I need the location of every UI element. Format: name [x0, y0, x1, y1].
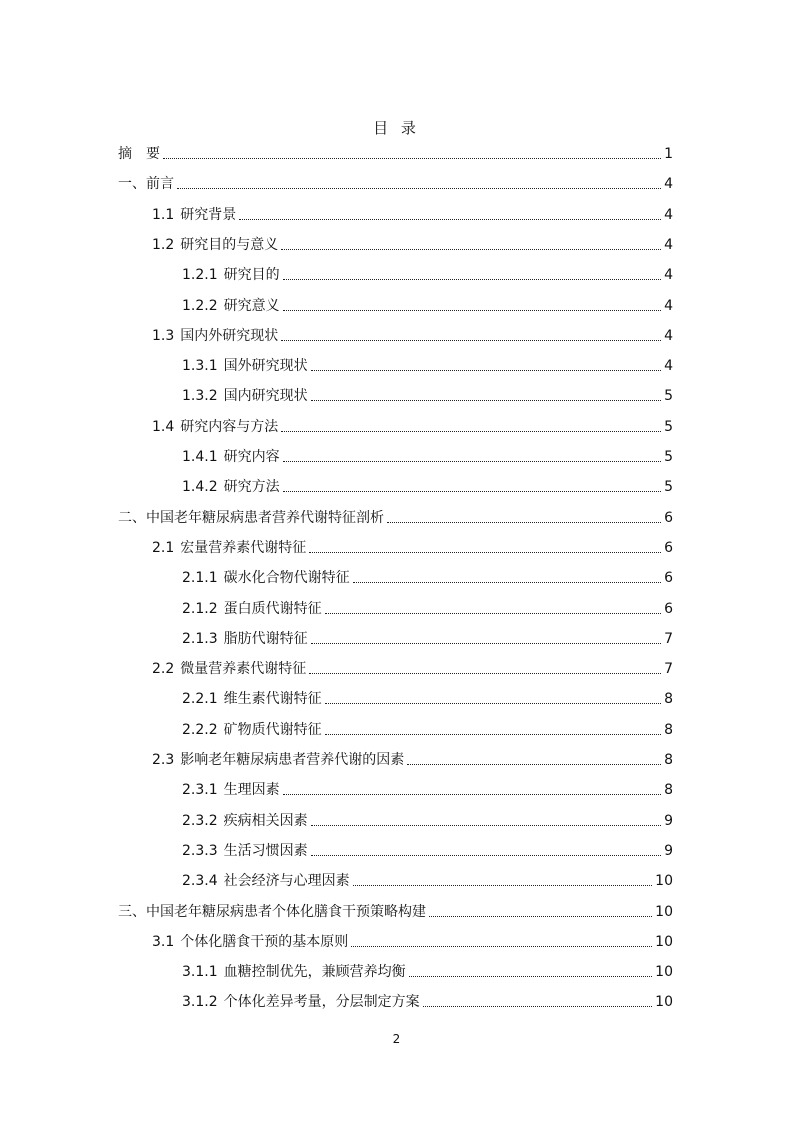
toc-entry-page: 10: [655, 964, 673, 981]
toc-entry-number: 2.1.1: [182, 570, 218, 587]
toc-entry-number: 1.4: [152, 418, 175, 435]
toc-entry-number: 1.2.1: [182, 267, 218, 284]
toc-entry-title: 研究方法: [223, 479, 280, 496]
toc-entry-page: 5: [664, 449, 673, 465]
toc-entry[interactable]: [118, 137, 673, 163]
toc-entry-page: 4: [664, 176, 673, 193]
toc-entry-number: 1.2.2: [182, 297, 218, 314]
toc-entry-number: 2.2.1: [182, 691, 218, 708]
toc-entry-page: 6: [664, 570, 673, 587]
toc-entry-title: 社会经济与心理因素: [223, 873, 350, 890]
toc-entry-title: 国内外研究现状: [180, 327, 279, 344]
toc-entry-title: 个体化差异考量，分层制定方案: [223, 994, 420, 1011]
toc-entry-page: 9: [664, 812, 673, 829]
dot-leader: [311, 825, 661, 826]
toc-entry[interactable]: [118, 592, 673, 618]
toc-entry-number: 2.1: [152, 539, 175, 556]
toc-entry-page: 8: [664, 752, 673, 768]
toc-entry[interactable]: [118, 531, 673, 557]
toc-entry-number: 2.1.2: [182, 600, 218, 617]
dot-leader: [387, 522, 661, 523]
toc-entry-number: 1.3.2: [182, 388, 218, 405]
toc-entry-title: 矿物质代谢特征: [223, 721, 322, 738]
toc-entry-number: 2.3.4: [182, 873, 218, 890]
toc-entry-title: 影响老年糖尿病患者营养代谢的因素: [180, 752, 405, 768]
dot-leader: [283, 491, 661, 492]
toc-entry-number: 2.1.3: [182, 630, 218, 647]
toc-entry[interactable]: [118, 319, 673, 345]
toc-entry-title: 研究意义: [223, 297, 280, 314]
toc-entry[interactable]: [118, 652, 673, 678]
toc-entry-number: 3.1.1: [182, 964, 218, 981]
dot-leader: [281, 431, 661, 432]
toc-entry-page: 6: [664, 539, 673, 556]
dot-leader: [177, 188, 661, 189]
toc-entry-page: 5: [664, 388, 673, 405]
toc-entry-number: 2.3.3: [182, 842, 218, 859]
toc-entry[interactable]: [118, 349, 673, 375]
toc-entry-number: 1.1: [152, 206, 175, 223]
toc-entry-title: 疾病相关因素: [223, 812, 308, 829]
toc-entry-page: 7: [664, 661, 673, 678]
toc-entry-page: 10: [655, 873, 673, 890]
toc-entry-title: 血糖控制优先，兼顾营养均衡: [223, 964, 406, 981]
toc-entry-title: 研究内容: [223, 449, 280, 465]
dot-leader: [311, 370, 661, 371]
toc-entry-title: 生活习惯因素: [223, 842, 308, 859]
toc-entry-number: 1.2: [152, 236, 175, 253]
toc-entry[interactable]: [118, 895, 673, 921]
toc-entry[interactable]: [118, 410, 673, 436]
toc-entry-title: 生理因素: [223, 782, 280, 799]
toc-entry[interactable]: [118, 289, 673, 315]
toc-entry-page: 10: [655, 933, 673, 950]
toc-entry[interactable]: [118, 501, 673, 527]
dot-leader: [353, 885, 653, 886]
toc-entry-number: 2.3.1: [182, 782, 218, 799]
toc-entry-page: 8: [664, 691, 673, 708]
dot-leader: [309, 673, 661, 674]
toc-entry[interactable]: [118, 682, 673, 708]
dot-leader: [311, 855, 661, 856]
dot-leader: [283, 310, 661, 311]
toc-entry[interactable]: [118, 773, 673, 799]
toc-entry-title: 二、中国老年糖尿病患者营养代谢特征剖析: [118, 509, 384, 526]
dot-leader: [409, 976, 653, 977]
toc-title: 目 录: [373, 119, 420, 137]
toc-entry-title: 国外研究现状: [223, 358, 308, 375]
toc-entry-number: 1.3: [152, 327, 175, 344]
toc-entry-page: 4: [664, 358, 673, 375]
dot-leader: [407, 764, 661, 765]
toc-entry-page: 5: [664, 479, 673, 496]
toc-entry-title: 个体化膳食干预的基本原则: [180, 933, 349, 950]
toc-entry[interactable]: [118, 167, 673, 193]
toc-entry-page: 10: [655, 994, 673, 1011]
toc-entry-page: 10: [655, 903, 673, 920]
toc-entry[interactable]: [118, 622, 673, 648]
toc-entry-title: 一、前言: [118, 176, 174, 193]
toc-entry-number: 2.2: [152, 661, 175, 678]
dot-leader: [309, 552, 661, 553]
toc-entry[interactable]: [118, 470, 673, 496]
toc-entry[interactable]: [118, 258, 673, 284]
toc-entry-page: 1: [664, 146, 673, 162]
toc-entry[interactable]: [118, 198, 673, 224]
dot-leader: [163, 158, 661, 159]
toc-entry[interactable]: [118, 713, 673, 739]
dot-leader: [325, 703, 661, 704]
toc-entry-page: 9: [664, 842, 673, 859]
toc-entry-number: 3.1: [152, 933, 175, 950]
toc-entry-title: 宏量营养素代谢特征: [180, 539, 307, 556]
toc-entry[interactable]: [118, 834, 673, 860]
toc-entry-number: 1.4.1: [182, 449, 218, 465]
dot-leader: [351, 946, 652, 947]
toc-entry-title: 摘 要: [118, 146, 160, 162]
toc-entry-page: 4: [664, 236, 673, 253]
dot-leader: [283, 461, 661, 462]
toc-entry[interactable]: [118, 379, 673, 405]
toc-entry-number: 1.4.2: [182, 479, 218, 496]
toc-entry-title: 维生素代谢特征: [223, 691, 322, 708]
dot-leader: [311, 643, 661, 644]
dot-leader: [423, 1006, 653, 1007]
toc-entry-title: 国内研究现状: [223, 388, 308, 405]
toc-entry-title: 碳水化合物代谢特征: [223, 570, 350, 587]
toc-entry-title: 三、中国老年糖尿病患者个体化膳食干预策略构建: [118, 903, 426, 920]
toc-entry[interactable]: [118, 955, 673, 981]
toc-entry[interactable]: [118, 864, 673, 890]
toc-entry-page: 6: [664, 600, 673, 617]
toc-entry-title: 蛋白质代谢特征: [223, 600, 322, 617]
toc-entry-page: 4: [664, 297, 673, 314]
toc-entry-number: 1.3.1: [182, 358, 218, 375]
toc-entry[interactable]: [118, 743, 673, 769]
toc-entry-number: 2.3.2: [182, 812, 218, 829]
toc-entry[interactable]: [118, 985, 673, 1011]
toc-entry[interactable]: [118, 440, 673, 466]
dot-leader: [283, 794, 661, 795]
dot-leader: [283, 279, 661, 280]
toc-entry[interactable]: [118, 228, 673, 254]
dot-leader: [281, 340, 661, 341]
toc-entry-title: 微量营养素代谢特征: [180, 661, 307, 678]
dot-leader: [311, 400, 661, 401]
toc-entry-page: 4: [664, 327, 673, 344]
toc-entry-page: 7: [664, 630, 673, 647]
toc-entry[interactable]: [118, 925, 673, 951]
dot-leader: [239, 219, 661, 220]
dot-leader: [325, 613, 661, 614]
toc-entry-number: 2.3: [152, 752, 175, 768]
toc-entry-number: 2.2.2: [182, 721, 218, 738]
dot-leader: [325, 734, 661, 735]
dot-leader: [353, 582, 661, 583]
toc-entry-title: 研究目的与意义: [180, 236, 279, 253]
toc-entry-title: 研究目的: [223, 267, 280, 284]
toc-entry-title: 研究背景: [180, 206, 237, 223]
dot-leader: [429, 916, 652, 917]
toc-entry-page: 8: [664, 782, 673, 799]
toc-entry-page: 8: [664, 721, 673, 738]
toc-entry-page: 4: [664, 206, 673, 223]
toc-entry[interactable]: [118, 561, 673, 587]
toc-entry-title: 研究内容与方法: [180, 418, 279, 435]
toc-entry-page: 6: [664, 509, 673, 526]
toc-entry-number: 3.1.2: [182, 994, 218, 1011]
page-number: 2: [392, 1032, 401, 1046]
dot-leader: [281, 249, 661, 250]
toc-entry-page: 5: [664, 418, 673, 435]
toc-entry[interactable]: [118, 804, 673, 830]
toc-entry-page: 4: [664, 267, 673, 284]
toc-entry-title: 脂肪代谢特征: [223, 630, 308, 647]
